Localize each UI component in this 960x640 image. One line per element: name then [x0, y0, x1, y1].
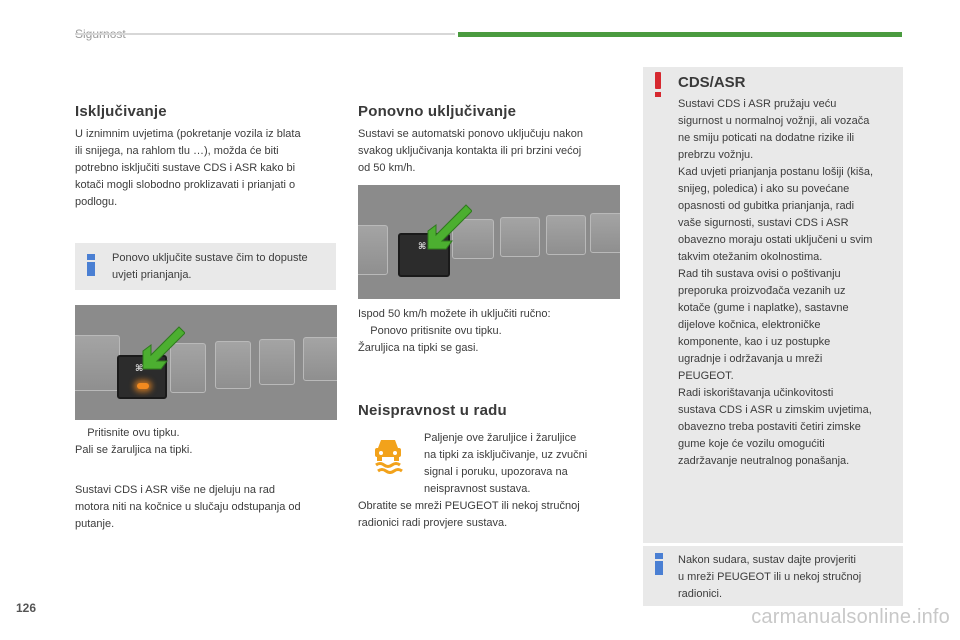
- heading-reenabling: Ponovno uključivanje: [358, 103, 517, 120]
- manual-reenable: Ispod 50 km/h možete ih uključiti ručno: Ponovo pritisnite ovu tipku. Žaruljica na tipki se gasi.: [358, 306, 628, 357]
- exclamation-icon: [654, 72, 662, 98]
- disabling-intro: U iznimnim uvjetima (pokretanje vozila iz blata ili snijega, na rahlom tlu …), možda će biti potrebno isključiti sustave CDS i ASR kako bi kotači mogli slobodno proklizavati i prianjati o podlogu.: [75, 128, 301, 208]
- disabling-step: Pritisnite ovu tipku. Pali se žaruljica na tipki.: [75, 425, 345, 459]
- step-bullet-line: Ponovo pritisnite ovu tipku.: [370, 325, 502, 337]
- page-number: 126: [16, 601, 37, 615]
- fault-action: Obratite se mreži PEUGEOT ili nekoj stručnoj radionici radi provjere sustava.: [358, 500, 580, 529]
- step-bullet-line: Pritisnite ovu tipku.: [87, 427, 180, 439]
- info-icon: [654, 553, 664, 575]
- disabling-outro: Sustavi CDS i ASR više ne djeluju na rad motora niti na kočnice u slučaju odstupanja od putanje.: [75, 484, 301, 530]
- cds-asr-body: Sustavi CDS i ASR pružaju veću sigurnost u normalnoj vožnji, ali vozača ne smiju poticati na dodatne rizike ili prebrzu vožnju. Kad uvjeti prianjanja postanu lošiji (kiša, snijeg, poledica) i ako su povećane opasnosti od gubitka prianjanja, radi vaše sigurnosti, sustavi CDS i ASR obavezno moraju ostati uključeni u svim takvim otežanim okolnostima. Rad tih sustava ovisi o poštivanju preporuka proizvođača vezanih uz kotače (gume i naplatke), sastavne dijelove kočnica, elektroničke komponente, kao i uz postupke ugradnje i održavanja u mreži PEUGEOT. Radi iskorištavanja učinkovitosti sustava CDS i ASR u zimskim uvjetima, obavezno treba postaviti četiri zimske gume koje će vozilu omogućiti zadržavanje neutralnog ponašanja.: [678, 98, 874, 467]
- fault-description: Paljenje ove žaruljice i žaruljice na tipki za isključivanje, uz zvučni signal i poruku, upozorava na neispravnost sustava.: [424, 432, 588, 495]
- switch-lamp-on: [137, 383, 149, 389]
- heading-cds-asr: CDS/ASR: [678, 74, 746, 91]
- skid-warning-lamp-icon: [370, 436, 406, 474]
- skid-icon: ⌘: [135, 363, 144, 373]
- heading-disabling: Isključivanje: [75, 103, 167, 120]
- green-arrow-icon: [420, 203, 472, 255]
- photo-switch-panel-on: [358, 185, 620, 299]
- info-note-text: Nakon sudara, sustav dajte provjeriti u mreži PEUGEOT ili u nekoj stručnoj radionici.: [678, 554, 862, 600]
- header-accent-rule: [458, 32, 902, 37]
- header-rule: [75, 33, 455, 35]
- photo-switch-panel-off: [75, 305, 337, 420]
- info-note-text: Ponovo uključite sustave čim to dopuste uvjeti prianjanja.: [112, 252, 308, 281]
- green-arrow-icon: [135, 325, 185, 375]
- watermark: carmanualsonline.info: [751, 606, 950, 628]
- reenabling-intro: Sustavi se automatski ponovo uključuju nakon svakog uključivanja kontakta ili pri brzini većoj od 50 km/h.: [358, 128, 584, 174]
- heading-fault: Neispravnost u radu: [358, 402, 507, 419]
- info-icon: [86, 254, 96, 276]
- skid-icon: ⌘: [418, 241, 427, 251]
